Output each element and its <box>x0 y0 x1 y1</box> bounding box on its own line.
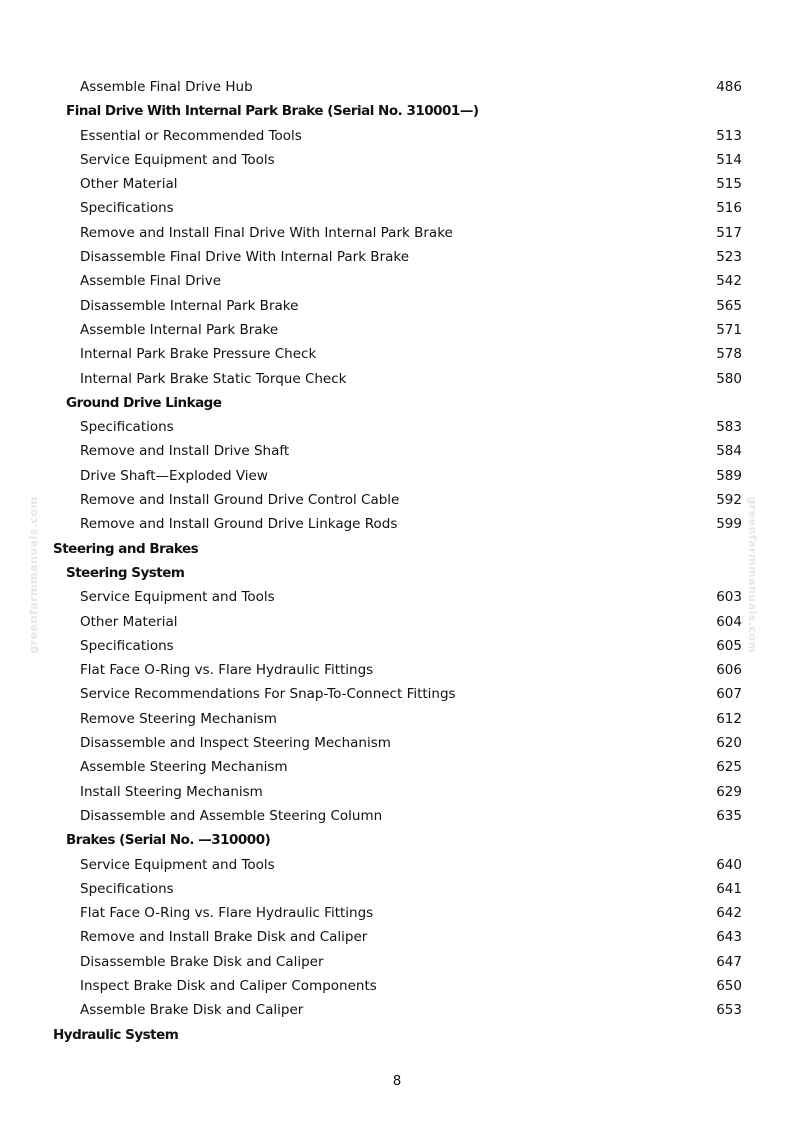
toc-entry-title: Disassemble and Assemble Steering Column <box>80 807 383 824</box>
toc-entry-title: Disassemble and Inspect Steering Mechanism <box>80 735 391 752</box>
toc-entry-page-number: 580 <box>716 370 742 387</box>
toc-entry-title: Internal Park Brake Static Torque Check <box>80 370 347 387</box>
toc-section-heading[interactable] <box>0 537 794 561</box>
toc-entry-title: Disassemble Brake Disk and Caliper <box>80 953 324 970</box>
toc-entry[interactable] <box>0 294 794 318</box>
toc-entry-page-number: 584 <box>716 443 742 460</box>
toc-entry-title: Assemble Brake Disk and Caliper <box>80 1002 304 1019</box>
toc-entry-title: Ground Drive Linkage <box>66 394 222 411</box>
toc-entry-title: Service Equipment and Tools <box>80 151 275 168</box>
toc-entry-page-number: 603 <box>716 589 742 606</box>
toc-entry-page-number: 605 <box>716 637 742 654</box>
toc-entry-page-number: 515 <box>716 176 742 193</box>
toc-entry[interactable] <box>0 75 794 99</box>
toc-entry-title: Remove Steering Mechanism <box>80 710 277 727</box>
toc-entry-title: Final Drive With Internal Park Brake (Serial No. 310001—) <box>66 103 479 120</box>
toc-entry[interactable] <box>0 367 794 391</box>
table-of-contents <box>0 75 794 1047</box>
toc-entry-title: Disassemble Internal Park Brake <box>80 297 299 314</box>
toc-entry-page-number: 523 <box>716 249 742 266</box>
toc-entry-page-number: 599 <box>716 516 742 533</box>
toc-entry[interactable] <box>0 974 794 998</box>
watermark-right: greenfarmmanuals.com <box>746 496 759 654</box>
toc-entry[interactable] <box>0 658 794 682</box>
toc-entry-page-number: 650 <box>716 977 742 994</box>
toc-entry-title: Flat Face O-Ring vs. Flare Hydraulic Fittings <box>80 905 374 922</box>
toc-entry-page-number: 653 <box>716 1002 742 1019</box>
toc-entry-title: Internal Park Brake Pressure Check <box>80 346 317 363</box>
toc-entry-title: Hydraulic System <box>53 1026 179 1043</box>
toc-entry-page-number: 647 <box>716 953 742 970</box>
toc-entry[interactable] <box>0 950 794 974</box>
toc-entry[interactable] <box>0 731 794 755</box>
toc-entry[interactable] <box>0 804 794 828</box>
toc-entry-page-number: 542 <box>716 273 742 290</box>
toc-entry-page-number: 583 <box>716 419 742 436</box>
toc-entry[interactable] <box>0 439 794 463</box>
toc-entry[interactable] <box>0 196 794 220</box>
toc-entry[interactable] <box>0 755 794 779</box>
toc-entry-title: Service Equipment and Tools <box>80 589 275 606</box>
toc-entry-page-number: 604 <box>716 613 742 630</box>
toc-entry[interactable] <box>0 148 794 172</box>
toc-entry-page-number: 578 <box>716 346 742 363</box>
toc-entry-page-number: 606 <box>716 662 742 679</box>
toc-entry-title: Drive Shaft—Exploded View <box>80 467 268 484</box>
toc-entry-page-number: 620 <box>716 735 742 752</box>
toc-entry[interactable] <box>0 682 794 706</box>
toc-entry-page-number: 612 <box>716 710 742 727</box>
toc-entry[interactable] <box>0 901 794 925</box>
toc-entry[interactable] <box>0 221 794 245</box>
toc-entry[interactable] <box>0 707 794 731</box>
toc-entry-title: Other Material <box>80 613 178 630</box>
toc-entry-title: Remove and Install Ground Drive Control Cable <box>80 492 400 509</box>
toc-entry-page-number: 514 <box>716 151 742 168</box>
toc-entry[interactable] <box>0 998 794 1022</box>
toc-entry-page-number: 640 <box>716 856 742 873</box>
toc-entry-title: Assemble Steering Mechanism <box>80 759 288 776</box>
toc-entry-title: Assemble Final Drive Hub <box>80 79 253 95</box>
toc-entry-title: Brakes (Serial No. —310000) <box>66 832 271 849</box>
toc-entry-title: Remove and Install Ground Drive Linkage Rods <box>80 516 398 533</box>
toc-entry-title: Inspect Brake Disk and Caliper Components <box>80 977 377 994</box>
toc-entry[interactable] <box>0 853 794 877</box>
toc-entry[interactable] <box>0 318 794 342</box>
toc-entry-title: Other Material <box>80 176 178 193</box>
toc-entry-page-number: 592 <box>716 492 742 509</box>
toc-entry-page-number: 486 <box>716 79 742 95</box>
toc-entry-page-number: 571 <box>716 321 742 338</box>
toc-entry[interactable] <box>0 634 794 658</box>
toc-entry-page-number: 643 <box>716 929 742 946</box>
page-number: 8 <box>392 1073 402 1089</box>
toc-entry-title: Steering System <box>66 564 185 581</box>
toc-entry-title: Specifications <box>80 200 174 217</box>
toc-subsection-heading[interactable] <box>0 99 794 123</box>
toc-entry[interactable] <box>0 342 794 366</box>
toc-entry-page-number: 641 <box>716 880 742 897</box>
toc-entry[interactable] <box>0 877 794 901</box>
toc-entry-page-number: 625 <box>716 759 742 776</box>
toc-entry-page-number: 589 <box>716 467 742 484</box>
toc-entry-page-number: 629 <box>716 783 742 800</box>
toc-entry-page-number: 565 <box>716 297 742 314</box>
toc-section-heading[interactable] <box>0 1023 794 1047</box>
toc-entry-title: Flat Face O-Ring vs. Flare Hydraulic Fittings <box>80 662 374 679</box>
toc-entry-title: Assemble Internal Park Brake <box>80 321 279 338</box>
toc-entry-title: Remove and Install Drive Shaft <box>80 443 290 460</box>
toc-entry[interactable] <box>0 610 794 634</box>
toc-entry[interactable] <box>0 269 794 293</box>
toc-subsection-heading[interactable] <box>0 828 794 852</box>
toc-entry[interactable] <box>0 585 794 609</box>
toc-entry-page-number: 607 <box>716 686 742 703</box>
toc-entry[interactable] <box>0 488 794 512</box>
toc-entry-page-number: 516 <box>716 200 742 217</box>
toc-entry-title: Specifications <box>80 419 174 436</box>
toc-subsection-heading[interactable] <box>0 391 794 415</box>
toc-entry-title: Specifications <box>80 637 174 654</box>
toc-entry-title: Disassemble Final Drive With Internal Park Brake <box>80 249 410 266</box>
toc-entry-title: Steering and Brakes <box>53 540 199 557</box>
toc-entry-title: Assemble Final Drive <box>80 273 222 290</box>
watermark-left: greenfarmmanuals.com <box>27 496 40 654</box>
toc-entry-title: Remove and Install Brake Disk and Caliper <box>80 929 368 946</box>
toc-entry-title: Service Recommendations For Snap-To-Connect Fittings <box>80 686 456 703</box>
toc-entry-title: Specifications <box>80 880 174 897</box>
toc-entry-title: Essential or Recommended Tools <box>80 127 302 144</box>
toc-entry-page-number: 517 <box>716 224 742 241</box>
toc-entry-page-number: 635 <box>716 807 742 824</box>
toc-entry[interactable] <box>0 245 794 269</box>
toc-entry[interactable] <box>0 780 794 804</box>
toc-entry[interactable] <box>0 124 794 148</box>
toc-entry-title: Service Equipment and Tools <box>80 856 275 873</box>
toc-entry[interactable] <box>0 512 794 536</box>
toc-entry-page-number: 513 <box>716 127 742 144</box>
toc-entry-title: Remove and Install Final Drive With Internal Park Brake <box>80 224 453 241</box>
toc-entry[interactable] <box>0 925 794 949</box>
toc-entry[interactable] <box>0 172 794 196</box>
toc-entry[interactable] <box>0 415 794 439</box>
toc-subsection-heading[interactable] <box>0 561 794 585</box>
toc-entry[interactable] <box>0 464 794 488</box>
toc-entry-page-number: 642 <box>716 905 742 922</box>
toc-entry-title: Install Steering Mechanism <box>80 783 263 800</box>
